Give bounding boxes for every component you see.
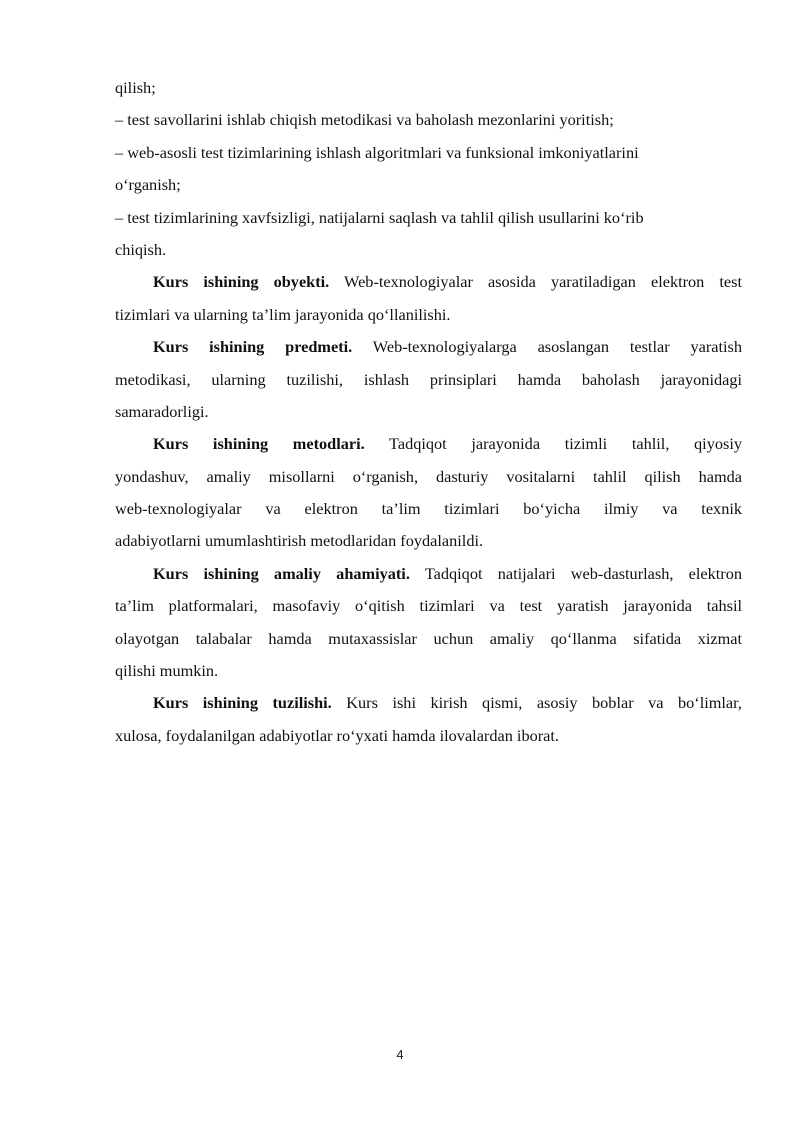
term-amaliy: Kurs ishining amaliy ahamiyati. [153,563,410,583]
paragraph-metodlari-line1 [115,428,742,460]
paragraph-predmeti-line1 [115,331,742,363]
paragraph-obyekt-line1 [115,266,742,298]
paragraph-amaliy-line3-text: olayotgan talabalar hamda mutaxassislar uchun amaliy qo‘llanma sifatida xizmat [115,628,742,648]
term-tuzilishi: Kurs ishining tuzilishi. [153,693,332,713]
paragraph-amaliy-line4: qilishi mumkin. [115,661,219,681]
paragraph-tuzilishi-line1 [115,687,742,719]
page-body [115,72,742,752]
paragraph-metodlari-line4: adabiyotlarni umumlashtirish metodlaridan foydalanildi. [115,531,484,551]
paragraph-obyekt-line2: tizimlari va ularning ta’lim jarayonida qo‘llanilishi. [115,304,451,324]
paragraph-metodlari-line2 [115,461,742,493]
paragraph-predmeti-line2-text: metodikasi, ularning tuzilishi, ishlash prinsiplari hamda baholash jarayonidagi [115,369,742,389]
paragraph-tuzilishi-line2: xulosa, foydalanilgan adabiyotlar ro‘yxati hamda ilovalardan iborat. [115,725,559,745]
paragraph-tuzilishi-text: Kurs ishi kirish qismi, asosiy boblar va bo‘limlar, [346,693,742,713]
paragraph-amaliy-line2-text: ta’lim platformalari, masofaviy o‘qitish tizimlari va test yaratish jarayonida tahsil [115,596,742,616]
list-item-web-systems-line2: o‘rganish; [115,175,181,195]
paragraph-amaliy-line2 [115,590,742,622]
paragraph-predmeti-text: Web-texnologiyalarga asoslangan testlar yaratish [372,337,742,357]
term-predmeti: Kurs ishining predmeti. [153,337,353,357]
list-item-security-line2: chiqish. [115,239,167,259]
term-obyekt: Kurs ishining obyekti. [153,272,330,292]
paragraph-obyekt-text: Web-texnologiyalar asosida yaratiladigan elektron test [344,272,742,292]
paragraph-amaliy-line3 [115,623,742,655]
list-item-test-questions: – test savollarini ishlab chiqish metodikasi va baholash mezonlarini yoritish; [115,110,614,130]
list-item-web-systems-line1: – web-asosli test tizimlarining ishlash algoritmlari va funksional imkoniyatlarini [115,142,639,162]
list-continuation: qilish; [115,78,156,97]
paragraph-amaliy-line1 [115,558,742,590]
paragraph-metodlari-line3 [115,493,742,525]
paragraph-metodlari-line2-text: yondashuv, amaliy misollarni o‘rganish, dasturiy vositalarni tahlil qilish hamda [115,466,742,486]
paragraph-predmeti-line2 [115,364,742,396]
term-metodlari: Kurs ishining metodlari. [153,434,365,454]
paragraph-amaliy-text: Tadqiqot natijalari web-dasturlash, elektron [424,563,742,583]
paragraph-predmeti-line3: samaradorligi. [115,401,209,421]
paragraph-metodlari-text: Tadqiqot jarayonida tizimli tahlil, qiyosiy [389,434,742,454]
list-item-security-line1: – test tizimlarining xavfsizligi, natijalarni saqlash va tahlil qilish usullarini ko‘rib [115,207,644,227]
page-number: 4 [396,1047,404,1062]
paragraph-metodlari-line3-text: web-texnologiyalar va elektron ta’lim tizimlari bo‘yicha ilmiy va texnik [115,499,742,519]
